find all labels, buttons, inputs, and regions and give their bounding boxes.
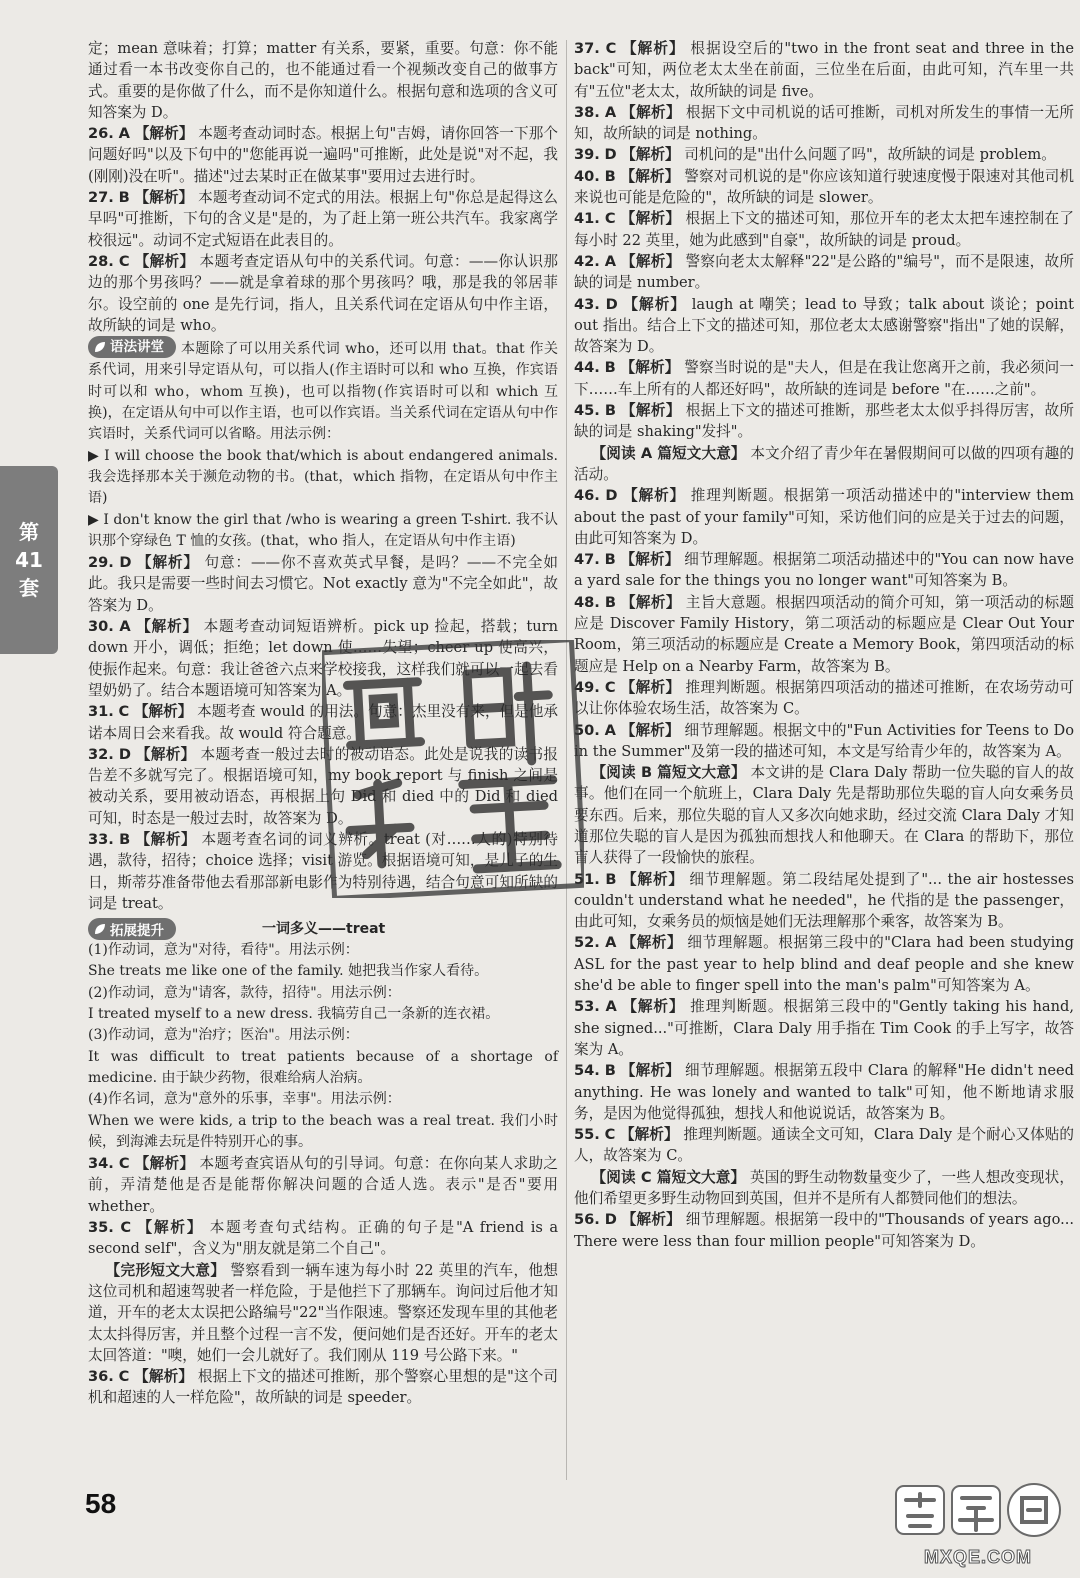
answer-item (88, 187, 558, 251)
answer-number: 33. (88, 830, 114, 848)
answer-number: 39. (574, 146, 600, 164)
analysis-tag: 【解析】 (622, 870, 684, 888)
example-line: I treated myself to a new dress. 我犒劳自己一条新的连衣裙。 (88, 1006, 500, 1023)
analysis-text: laugh at 嘲笑；lead to 导致；talk about 谈论；point out 指出。结合上下文的描述可知，那位老太太感谢警察"指出"了她的误解，故答案为 D。 (574, 295, 1074, 356)
answer-number: 41. (574, 210, 600, 228)
analysis-tag: 【解析】 (621, 934, 683, 952)
answer-number: 52. (574, 934, 600, 952)
analysis-tag: 【解析】 (133, 703, 193, 721)
answer-item (574, 677, 1074, 720)
analysis-tag: 【解析】 (135, 830, 197, 848)
analysis-text: 本题考查一般过去时的被动语态。此处是说我的读书报告差不多就写完了。根据语境可知，my book report 与 finish 之间是被动关系，要用被动语态，再根据上句 Did 和 died 中的 Did 和 died 可知，时态是一般过去时，故答案为 D。 (88, 745, 559, 827)
analysis-tag: 【解析】 (623, 295, 687, 313)
passage-summary (88, 1260, 558, 1366)
analysis-text: 本题考查动词时态。根据上句"吉姆，请你回答一下那个问题好吗"以及下句中的"您能再说一遍吗"可推断，此处是说"对不起，我(刚刚)没在听"。描述"过去某时正在做某事"要用过去进行时。 (88, 125, 559, 185)
answer-number: 31. (88, 703, 114, 721)
answer-item (574, 720, 1074, 763)
summary-text: 本文介绍了青少年在暑假期间可以做的四项有趣的活动。 (574, 444, 1074, 483)
answer-number: 35. (88, 1219, 114, 1237)
answer-choice: C (604, 1126, 616, 1144)
leaf-icon (94, 923, 106, 935)
analysis-text: 细节理解题。根据第一段中的"Thousands of years ago... There were less than four million people"可知答案为 D。 (574, 1211, 1075, 1250)
analysis-tag: 【解析】 (135, 745, 196, 763)
page-number: 58 (85, 1488, 117, 1519)
answer-choice: A (604, 103, 617, 121)
answer-choice: B (118, 189, 130, 207)
analysis-text: 警察对司机说的是"你应该知道行驶速度慢于限速对其他司机来说也可能是危险的"，故所缺的词是 slower。 (574, 167, 1075, 207)
analysis-text: 推理判断题。根据第三段中的"Gently taking his hand, she signed..."可推断，Clara Daly 用手指在 Tim Cook 的手上写字，故答案为 A。 (574, 998, 1075, 1058)
analysis-text: 细节理解题。第二段结尾处提到了"... the air hostesses couldn't understand what he needed"，he 代指的是 the passenger，由此可知，女乘务员的烦恼是她们无法理解那个乘客，故答案为 B。 (574, 870, 1075, 931)
grammar-note (88, 336, 558, 445)
passage-summary (574, 1167, 1074, 1210)
answer-continuation: 定；mean 意味着；打算；matter 有关系，要紧，重要。句意：你不能通过看一本书改变你自己的，也不能通过看一个视频改变自己的做事方式。重要的是你做了什么，而不是你知道什么。根据句意和选项的含义可知答案为 D。 (88, 40, 558, 121)
answer-choice: B (604, 167, 616, 185)
answer-item (574, 869, 1074, 933)
analysis-tag: 【解析】 (136, 618, 199, 636)
answer-choice: A (605, 934, 617, 952)
answer-item (574, 294, 1074, 358)
summary-title: 【阅读 A 篇短文大意】 (591, 444, 746, 462)
answer-choice: C (605, 40, 617, 57)
analysis-tag: 【解析】 (619, 1126, 679, 1144)
analysis-text: 细节理解题。根据文中的"Fun Activities for Teens to Do in the Summer"及第一段的描述可知，本文是写给青少年的，故答案为 A。 (574, 721, 1075, 760)
analysis-tag: 【解析】 (620, 210, 681, 228)
answer-item (88, 701, 558, 744)
analysis-text: 句意：——你不喜欢英式早餐，是吗？——不完全如此。我只是需要一些时间去习惯它。Not exactly 意为"不完全如此"，故答案为 D。 (88, 554, 558, 614)
badge-label: 拓展提升 (110, 923, 164, 940)
answer-number: 38. (574, 103, 600, 121)
side-tab-char-3: 套 (19, 576, 39, 600)
answer-item (574, 102, 1074, 145)
example-line: ▶ I will choose the book that/which is about endangered animals. 我会选择那本关于濒危动物的书。(that，which 指物，在定语从句中作主语) (88, 447, 558, 507)
analysis-tag: 【解析】 (621, 252, 681, 270)
answer-item (88, 1366, 558, 1409)
analysis-text: 根据下文中司机说的话可推断，司机对所发生的事情一无所知，故所缺的词是 nothing。 (574, 103, 1075, 143)
left-column (88, 38, 558, 1409)
answer-choice: B (604, 359, 616, 377)
side-tab-char-2: 41 (15, 548, 43, 572)
answer-number: 34. (88, 1155, 114, 1173)
answer-number: 36. (88, 1368, 114, 1386)
analysis-text: 根据设空后的"two in the front seat and three in the back"可知，两位老太太坐在前面，三位坐在后面，由此可知，汽车里一共有"五位"老太太，故所缺的词是 five。 (574, 40, 1074, 100)
answer-item (88, 251, 558, 336)
analysis-tag: 【解析】 (137, 1219, 204, 1237)
answer-number: 47. (574, 551, 600, 569)
example-line: It was difficult to treat patients because of a shortage of medicine. 由于缺少药物，很难给病人治病。 (88, 1048, 558, 1086)
answer-item (574, 144, 1074, 165)
summary-title: 【完形短文大意】 (105, 1261, 226, 1279)
answer-choice: C (604, 210, 616, 228)
leaf-icon (94, 341, 106, 353)
analysis-text: 推理判断题。根据第四项活动的描述可推断，在农场劳动可以让你体验农场生活，故答案为 C。 (574, 678, 1075, 718)
analysis-tag: 【解析】 (621, 1211, 681, 1229)
answer-number: 28. (88, 252, 114, 270)
analysis-tag: 【解析】 (620, 359, 680, 377)
answer-item (88, 829, 558, 914)
answer-choice: D (605, 295, 618, 313)
example-line: When we were kids, a trip to the beach was a real treat. 我们小时候，到海滩去玩是件特别开心的事。 (88, 1112, 558, 1150)
answer-number: 44. (574, 359, 600, 377)
analysis-text: 本题考查宾语从句的引导词。句意：在你向某人求助之前，弄清楚他是否是能帮你解决问题的合适人选。表示"是否"要用 whether。 (88, 1155, 559, 1215)
site-watermark-logo (888, 1476, 1068, 1572)
answer-number: 50. (574, 721, 600, 739)
analysis-text: 警察当时说的是"夫人，但是在我让您离开之前，我必须问一下……车上所有的人都还好吗"，故所缺的连词是 before "在……之前"。 (574, 359, 1075, 398)
example-line: (2)作动词，意为"请客，款待，招待"。用法示例： (88, 984, 401, 1001)
answer-choice: B (604, 593, 616, 611)
passage-summary (574, 762, 1074, 868)
analysis-text: 警察向老太太解释"22"是公路的"编号"，而不是限速，故所缺的词是 number。 (574, 252, 1074, 292)
answer-item (574, 1209, 1074, 1252)
answer-number: 27. (88, 189, 114, 207)
answer-item (88, 123, 558, 187)
answer-item (574, 38, 1074, 102)
extension-title: 一词多义——treat (262, 921, 386, 938)
answer-number: 42. (574, 252, 600, 270)
answer-number: 32. (88, 745, 114, 763)
answer-item (574, 1060, 1074, 1124)
passage-summary (574, 443, 1074, 486)
answer-item (574, 251, 1074, 294)
analysis-text: 细节理解题。根据第二项活动描述中的"You can now have a yard sale for the things you no longer want"可知答案为 B。 (574, 551, 1075, 590)
summary-text: 本文讲的是 Clara Daly 帮助一位失聪的盲人的故事。他们在同一个航班上，Clara Daly 先是帮助那位失聪的盲人向女乘务员要东西。后来，那位失聪的盲人又多次向她求助，经过交流 Clara Daly 才知道那位失聪的盲人是因为孤独而想找人和他聊天。在 Clara 的帮助下，那位盲人获得了一段愉快的旅程。 (574, 764, 1074, 867)
badge-label: 语法讲堂 (110, 338, 164, 355)
analysis-text: 根据上下文的描述可知，那位开车的老太太把车速控制在了每小时 22 英里，她为此感到"自豪"，故所缺的词是 proud。 (574, 210, 1075, 249)
answer-number: 26. (88, 125, 114, 143)
answer-choice: A (605, 998, 617, 1016)
analysis-text: 根据上下文的描述可推断，那个警察心里想的是"这个司机和超速的人一样危险"，故所缺的词是 speeder。 (88, 1368, 559, 1407)
column-divider (566, 40, 567, 1480)
answer-number: 40. (574, 167, 600, 185)
analysis-text: 推理判断题。通读全文可知，Clara Daly 是个耐心又体贴的人，故答案为 C。 (574, 1126, 1074, 1165)
grammar-note-text: 本题除了可以用关系代词 who，还可以用 that。that 作关系代词，用来引导定语从句，可以指人(作主语时可以和 who 互换，作宾语时可以和 who，whom 互换)，也可以指物(作宾语时可以和 which 互换)，在定语从句中可以作主语，也可以作宾语。当关系代词在定语从句中作宾语时，关系代词可以省略。用法示例： (88, 341, 558, 443)
answer-number: 56. (574, 1211, 600, 1229)
answer-number: 48. (574, 593, 600, 611)
answer-number: 53. (574, 998, 600, 1016)
analysis-tag: 【解析】 (622, 998, 685, 1016)
answer-choice: A (119, 618, 131, 636)
answer-item (574, 208, 1074, 251)
answer-choice: B (604, 1062, 616, 1080)
summary-title: 【阅读 C 篇短文大意】 (591, 1168, 746, 1186)
answer-choice: B (604, 551, 616, 569)
right-column (574, 38, 1074, 1252)
answer-number: 45. (574, 402, 600, 420)
analysis-tag: 【解析】 (134, 125, 194, 143)
answer-number: 37. (574, 40, 600, 57)
analysis-text: 细节理解题。根据第五段中 Clara 的解释"He didn't need anything. He was lonely and wanted to talk"可知，他不断地请求服务，是因为他觉得孤独，想找人和他说说话，故答案为 B。 (574, 1062, 1075, 1122)
analysis-text: 细节理解题。根据第三段中的"Clara had been studying ASL for the past year to help blind and deaf people and she knew she'd be able to finger spell into the man's palm"可知答案为 A。 (574, 934, 1075, 995)
section-badge (88, 918, 176, 940)
answer-number: 55. (574, 1126, 600, 1144)
answer-choice: D (118, 745, 131, 763)
example-line: (3)作动词，意为"治疗；医治"。用法示例： (88, 1027, 359, 1044)
answer-choice: A (118, 125, 130, 143)
answer-choice: B (604, 402, 616, 420)
analysis-tag: 【解析】 (134, 252, 195, 270)
answer-item (574, 932, 1074, 996)
answer-choice: B (605, 870, 617, 888)
analysis-text: 推理判断题。根据第一项活动描述中的"interview them about the past of your family"可知，采访他们问的应是关于过去的问题，由此可知答案为 D。 (574, 487, 1074, 547)
answer-item (574, 549, 1074, 592)
answer-item (574, 357, 1074, 400)
analysis-tag: 【解析】 (137, 554, 199, 572)
answer-choice: C (604, 678, 616, 696)
answer-item (574, 1124, 1074, 1167)
answer-number: 29. (88, 554, 114, 572)
answer-choice: D (604, 146, 617, 164)
answer-item (574, 485, 1074, 549)
answer-choice: C (120, 1219, 132, 1237)
answer-choice: C (118, 252, 130, 270)
answer-number: 30. (88, 618, 114, 636)
analysis-tag: 【解析】 (620, 402, 681, 420)
analysis-tag: 【解析】 (134, 189, 194, 207)
answer-number: 51. (574, 870, 600, 888)
summary-title: 【阅读 B 篇短文大意】 (591, 764, 746, 782)
analysis-text: 本题考查句式结构。正确的句子是"A friend is a second self"，含义为"朋友就是第二个自己"。 (88, 1219, 559, 1258)
answer-item (88, 616, 558, 701)
analysis-tag: 【解析】 (620, 678, 681, 696)
answer-choice: A (604, 721, 616, 739)
answer-choice: A (604, 252, 617, 270)
example-line: (1)作动词，意为"对待，看待"。用法示例： (88, 942, 359, 959)
answer-item (88, 1217, 558, 1260)
analysis-text: 本题考查定语从句中的关系代词。句意：——你认识那边的那个男孩吗？——就是拿着球的那个男孩吗？哦，那是我的邻居菲尔。设空前的 one 是先行词，指人，且关系代词在定语从句中作主语，故所缺的词是 who。 (88, 252, 558, 334)
analysis-tag: 【解析】 (621, 146, 680, 164)
answer-choice: B (119, 830, 131, 848)
answer-item (574, 400, 1074, 443)
answer-number: 49. (574, 678, 600, 696)
analysis-text: 本题考查动词不定式的用法。根据上句"你总是起得这么早吗"可推断，下句的含义是"是的，为了赶上第一班公共汽车。我家离学校很远"。动词不定式短语在此表目的。 (88, 189, 558, 249)
example-line: (4)作名词，意为"意外的乐事，幸事"。用法示例： (88, 1091, 401, 1108)
answer-choice: C (118, 1368, 130, 1386)
side-tab-set-number (0, 466, 58, 654)
analysis-tag: 【解析】 (622, 40, 685, 57)
analysis-text: 本题考查名词的词义辨析。treat (对……人的)特别待遇，款待，招待；choice 选择；visit 游览。根据语境可知，是儿子的生日，斯蒂芬准备带他去看那部新电影作为特别待遇，结合句意可知所缺的词是 treat。 (88, 830, 559, 912)
analysis-tag: 【解析】 (620, 593, 681, 611)
analysis-tag: 【解析】 (623, 487, 686, 505)
answer-item (574, 996, 1074, 1060)
example-line: She treats me like one of the family. 她把我当作家人看待。 (88, 963, 489, 980)
analysis-text: 主旨大意题。根据四项活动的简介可知，第一项活动的标题应是 Discover Family History，第二项活动的标题应是 Clear Out Your Room，第三项活动的标题应是 Create a Memory Book，第四项活动的标题应是 Help on a Nearby Farm，故答案为 B。 (574, 593, 1075, 675)
answer-choice: D (119, 554, 132, 572)
watermark-site-text: MXQE.COM (923, 1547, 1032, 1567)
analysis-tag: 【解析】 (620, 551, 680, 569)
answer-item (88, 744, 558, 829)
analysis-tag: 【解析】 (620, 1062, 681, 1080)
answer-number: 54. (574, 1062, 600, 1080)
analysis-tag: 【解析】 (620, 721, 680, 739)
analysis-tag: 【解析】 (134, 1368, 194, 1386)
side-tab-char-1: 第 (19, 520, 39, 544)
analysis-text: 司机问的是"出什么问题了吗"，故所缺的词是 problem。 (684, 146, 1056, 164)
example-line: ▶ I don't know the girl that /who is wearing a green T-shirt. 我不认识那个穿绿色 T 恤的女孩。(that，who 指人，在定语从句中作主语) (88, 511, 558, 549)
answer-choice: C (118, 1155, 130, 1173)
summary-text: 英国的野生动物数量变少了，一些人想改变现状，他们希望更多野生动物回到英国，但并不是所有人都赞同他们的想法。 (574, 1168, 1074, 1208)
answer-item (88, 1153, 558, 1217)
answer-choice: C (118, 703, 130, 721)
extension-header (88, 918, 558, 940)
answer-number: 43. (574, 295, 600, 313)
answer-number: 46. (574, 487, 600, 505)
analysis-tag: 【解析】 (620, 167, 680, 185)
summary-text: 警察看到一辆车速为每小时 22 英里的汽车，他想这位司机和超速驾驶者一样危险，于是他拦下了那辆车。询问过后他才知道，开车的老太太误把公路编号"22"当作限速。警察还发现车里的其他老太太抖得厉害，并且整个过程一言不发，便问她们是否还好。开车的老太太回答道："噢，她们一会儿就好了。我们刚从 119 号公路下来。" (88, 1261, 558, 1364)
section-badge (88, 336, 176, 358)
analysis-text: 本题考查动词短语辨析。pick up 捡起，搭载；turn down 开小，调低；拒绝；let down 使……失望；cheer up 使高兴，使振作起来。句意：我让爸爸六点来学校接我，这样我们就可以一起去看望奶奶了。结合本题语境可知答案为 A。 (88, 618, 559, 699)
analysis-text: 根据上下文的描述可推断，那些老太太似乎抖得厉害，故所缺的词是 shaking"发抖"。 (574, 402, 1075, 441)
analysis-tag: 【解析】 (134, 1155, 195, 1173)
analysis-tag: 【解析】 (621, 103, 681, 121)
analysis-text: 本题考查 would 的用法。句意：杰里没有来，但是他承诺本周日会来看我。故 would 符合题意。 (88, 703, 559, 742)
answer-item (88, 552, 558, 616)
answer-choice: D (605, 487, 618, 505)
answer-item (574, 166, 1074, 209)
answer-item (574, 592, 1074, 677)
answer-choice: D (604, 1211, 617, 1229)
